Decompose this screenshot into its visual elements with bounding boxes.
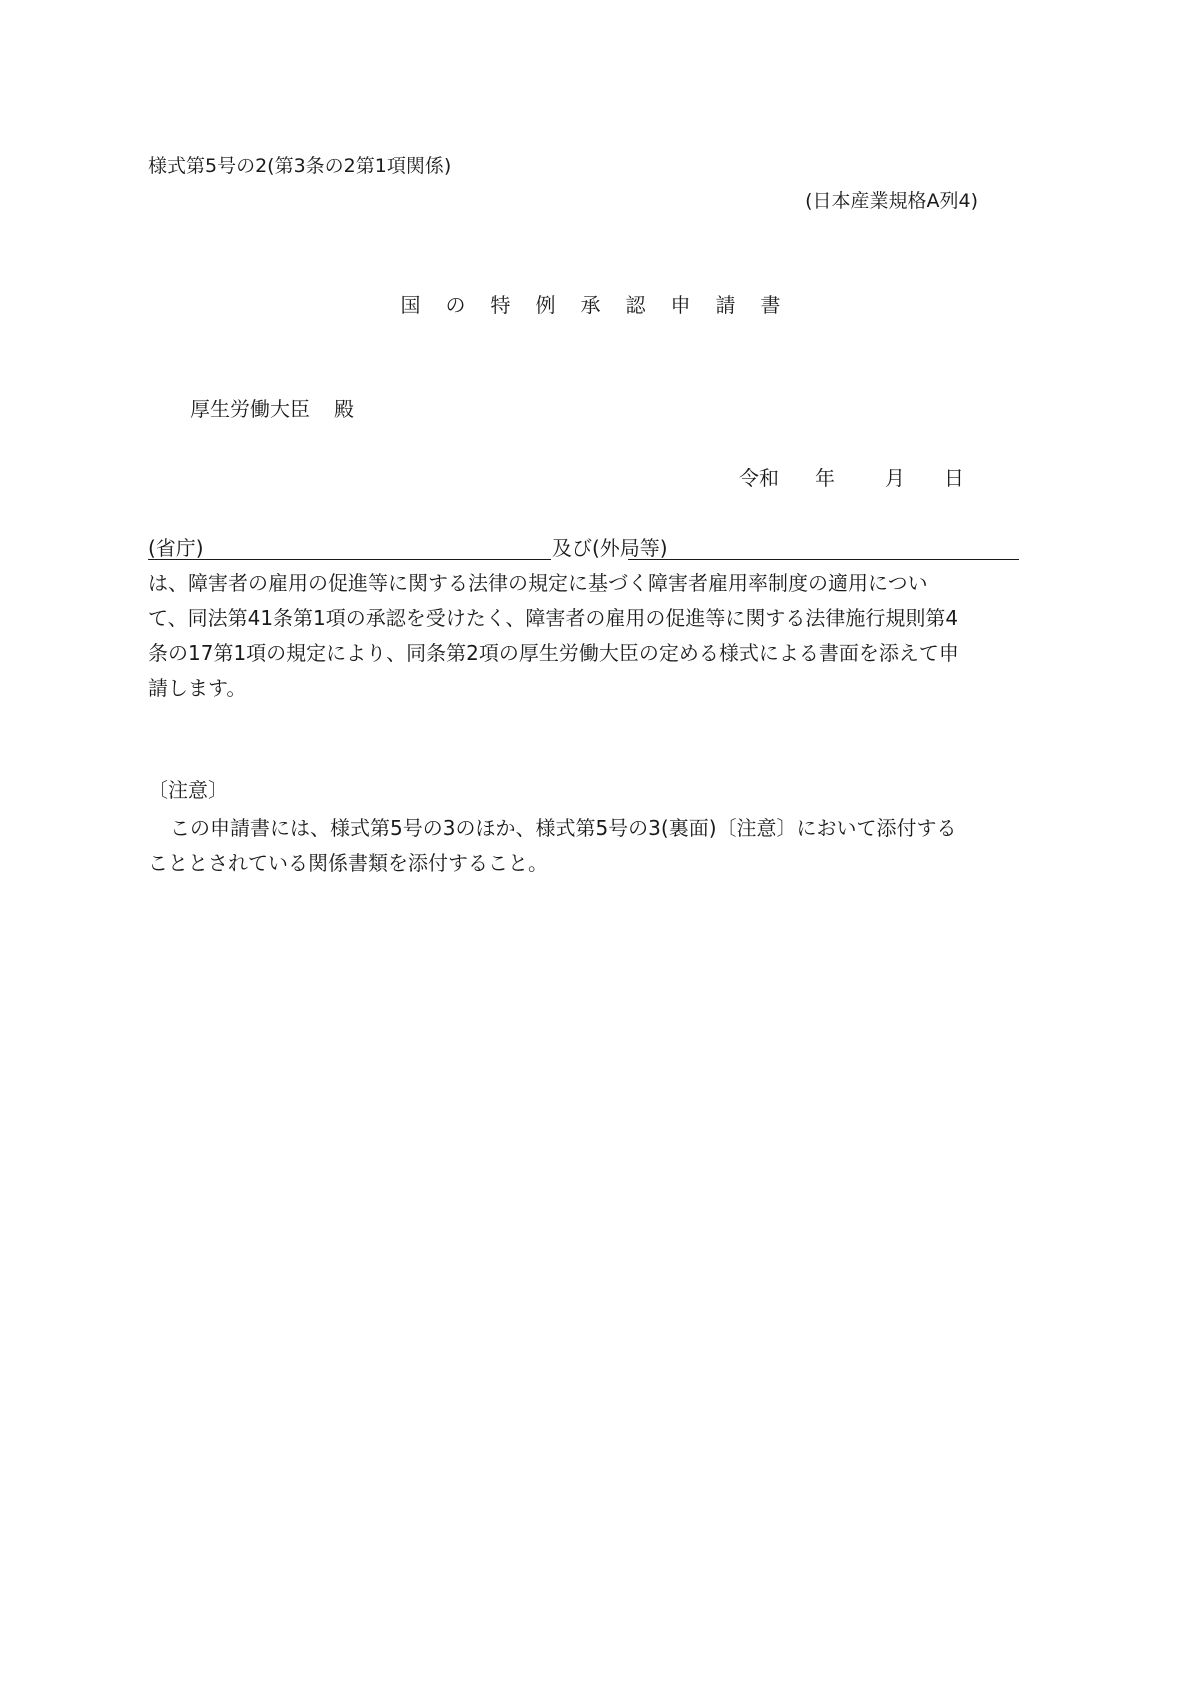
ministry-label: (省庁) bbox=[148, 536, 204, 560]
applicant-row bbox=[148, 536, 1019, 560]
body-line: 請します。 bbox=[148, 676, 247, 700]
date-era: 令和 bbox=[739, 466, 779, 490]
paper-size-note: (日本産業規格A列4) bbox=[805, 190, 978, 212]
date-year: 年 bbox=[815, 466, 835, 490]
bureau-label: 及び(外局等) bbox=[552, 536, 668, 560]
date-day: 日 bbox=[944, 466, 964, 490]
bureau-blank-line[interactable] bbox=[628, 559, 1019, 560]
form-number: 様式第5号の2(第3条の2第1項関係) bbox=[148, 155, 452, 177]
body-line: て、同法第41条第1項の承認を受けたく、障害者の雇用の促進等に関する法律施行規則第4 bbox=[148, 606, 959, 630]
body-line: 条の17第1項の規定により、同条第2項の厚生労働大臣の定める様式による書面を添えて申 bbox=[148, 641, 959, 665]
body-line: は、障害者の雇用の促進等に関する法律の規定に基づく障害者雇用率制度の適用につい bbox=[148, 571, 928, 595]
note-line: この申請書には、様式第5号の3のほか、様式第5号の3(裏面)〔注意〕において添付する bbox=[170, 816, 957, 840]
note-line: こととされている関係書類を添付すること。 bbox=[148, 851, 548, 875]
addressee-honorific: 殿 bbox=[334, 397, 354, 421]
application-body bbox=[148, 566, 1028, 706]
date-month: 月 bbox=[885, 466, 905, 490]
date-line bbox=[739, 467, 964, 489]
note-heading: 〔注意〕 bbox=[148, 778, 228, 802]
addressee-name: 厚生労働大臣 bbox=[190, 397, 310, 421]
note-body bbox=[148, 811, 1028, 881]
ministry-blank-line[interactable] bbox=[148, 559, 551, 560]
addressee bbox=[190, 398, 354, 420]
document-title: 国の特例承認申請書 bbox=[400, 293, 806, 317]
